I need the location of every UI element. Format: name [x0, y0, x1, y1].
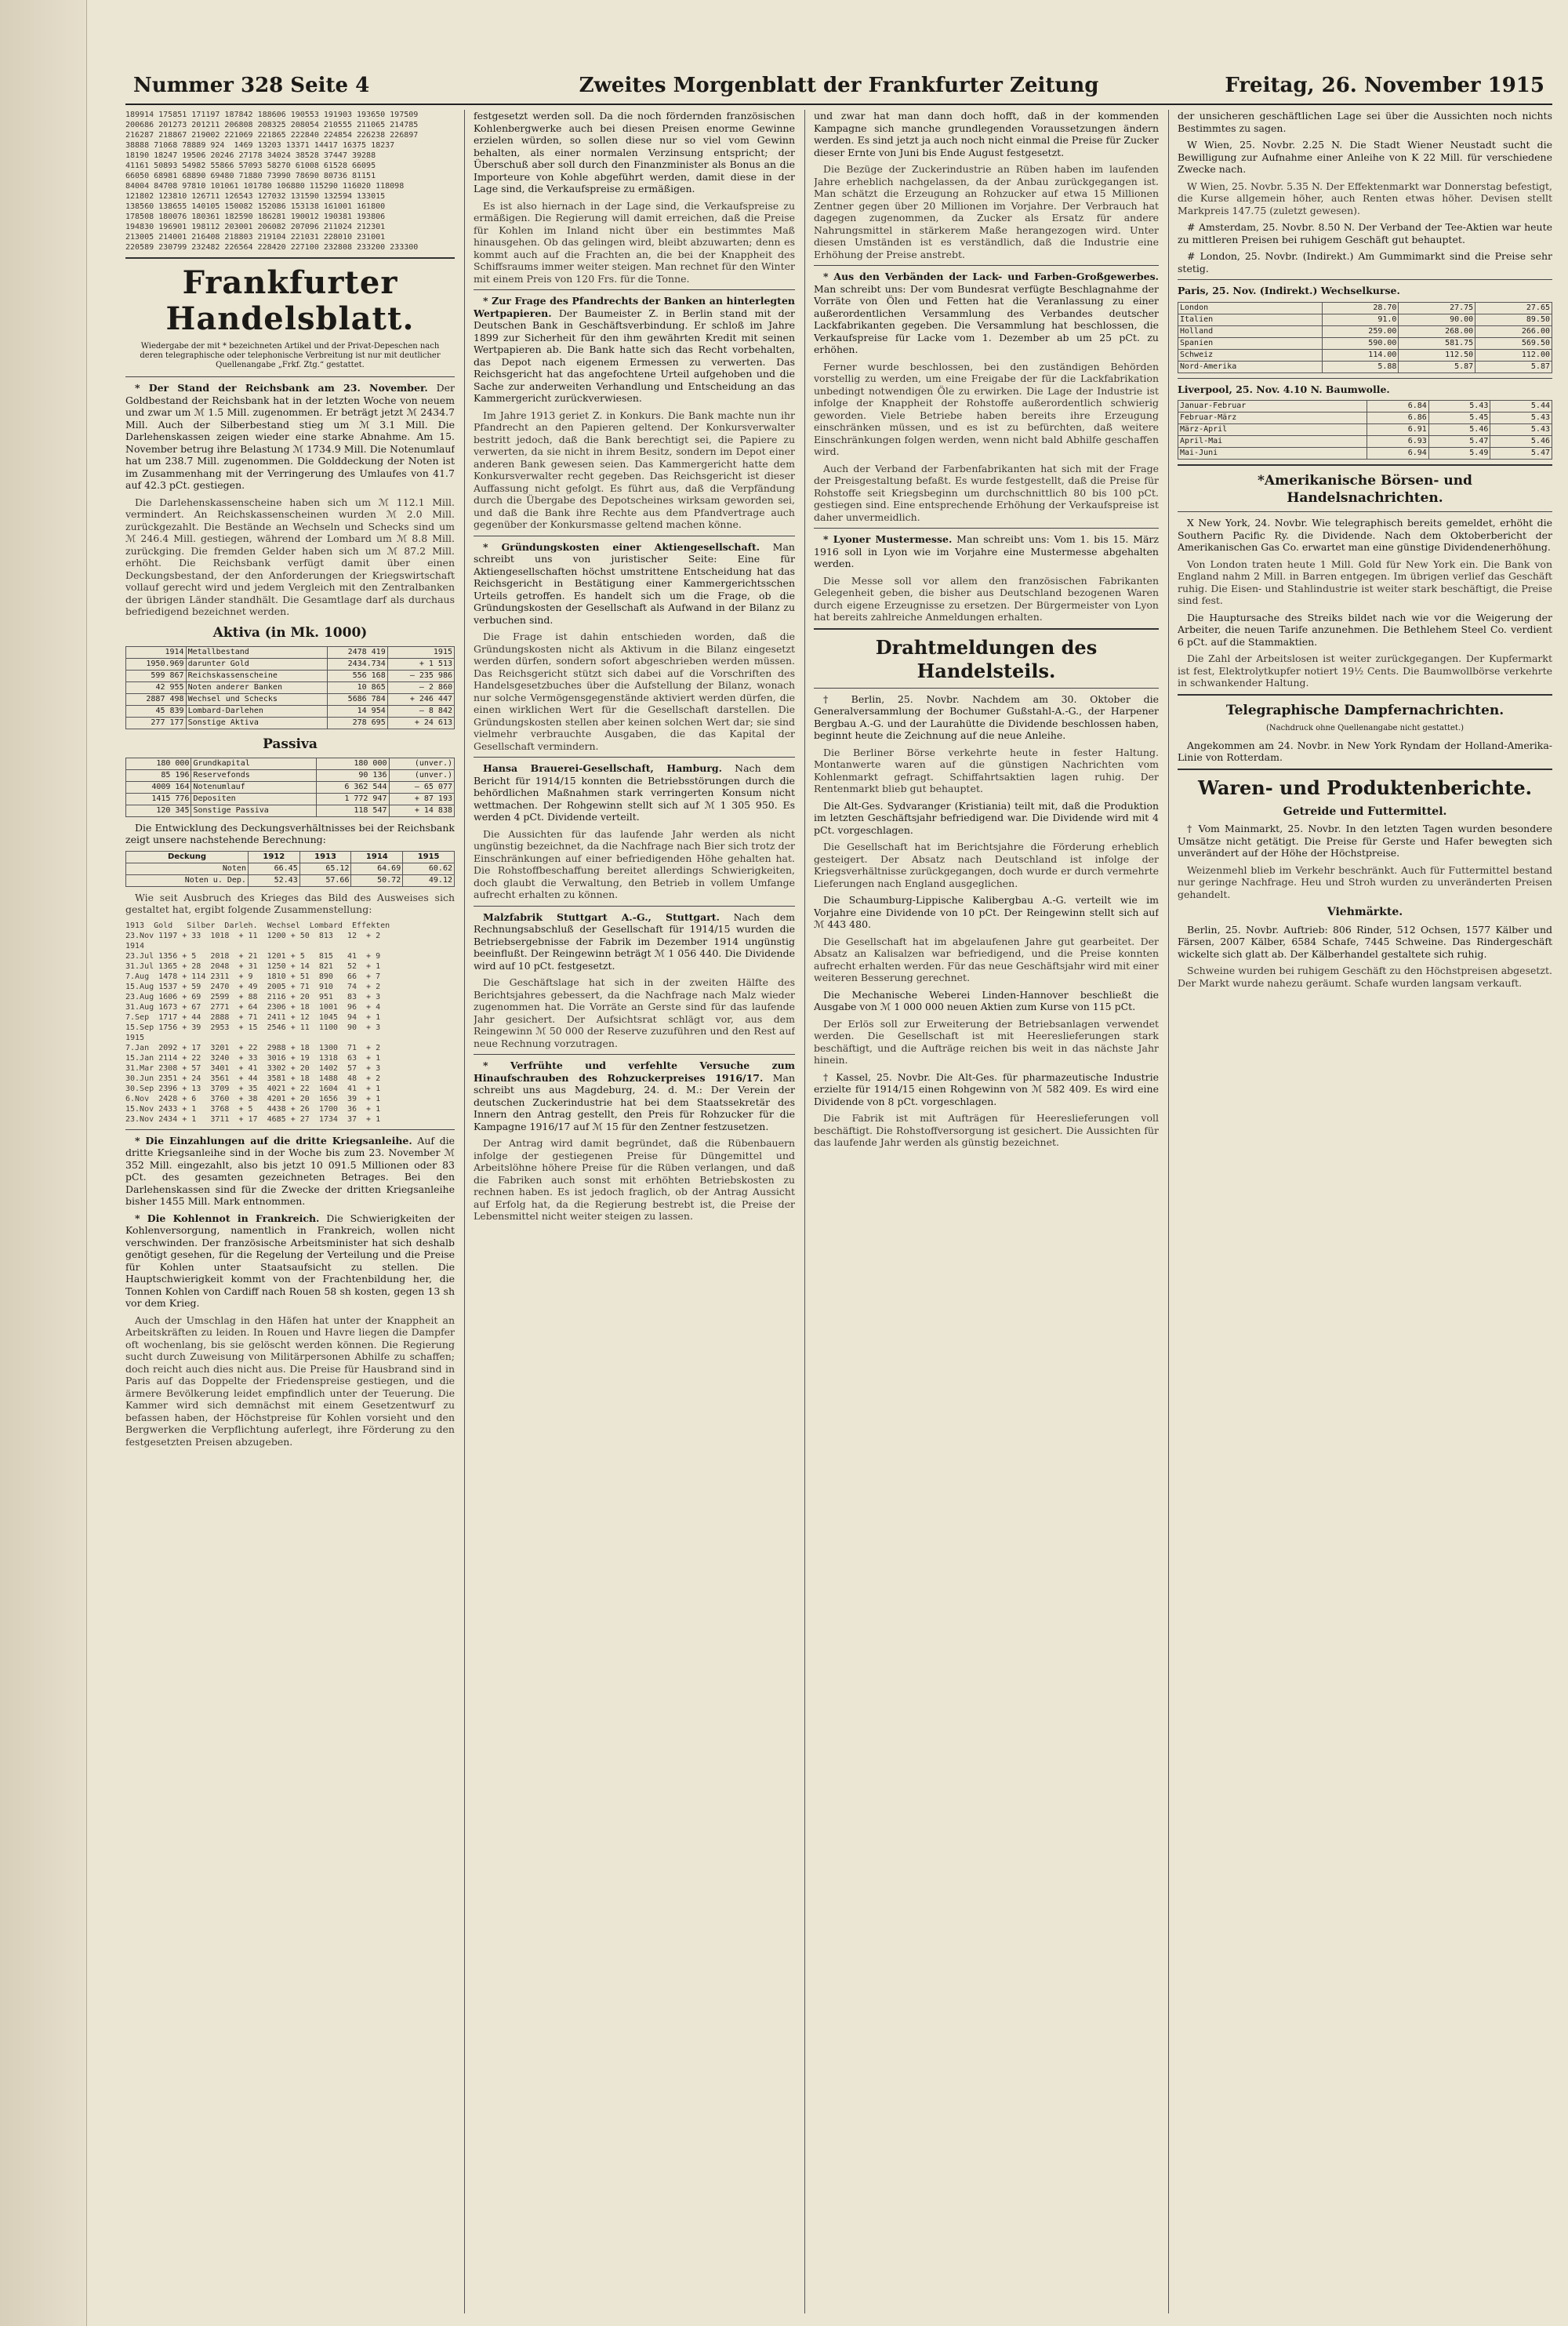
- article-heading: * Verfrühte und verfehlte Versuche zum Hinaufschrauben des Rohzuckerpreises 1916/17.: [474, 1059, 795, 1084]
- article-text: der unsicheren geschäftlichen Lage sei über die Aussichten noch nichts Bestimmtes zu sagen.: [1178, 110, 1552, 134]
- table-row: [126, 781, 455, 793]
- article-heading: * Die Einzahlungen auf die dritte Kriegsanleihe.: [135, 1134, 412, 1147]
- table-row: [126, 758, 455, 769]
- table-cell: Reservefonds: [191, 769, 316, 781]
- table-cell: 599 867: [126, 670, 187, 681]
- article-text: Man schreibt uns aus Magdeburg, 24. d. M.: Der Verein der deutschen Zuckerindustrie hat bei dem Staatssekretär des Innern den Antrag gestellt, den Preis für Rohzucker für die Kampagne 1916/17 auf ℳ 15 für den Zentner festzusetzen.: [474, 1071, 795, 1132]
- table-cell: 89.50: [1475, 314, 1552, 325]
- subsection-title: Getreide und Futtermittel.: [1283, 805, 1447, 818]
- article-text: † Vom Mainmarkt, 25. Novbr. In den letzten Tagen wurden besondere Umsätze nicht getätigt. Die Preise für Gerste und Hafer bewegten sich unverändert auf der Höhe der Höchstpreise.: [1178, 823, 1552, 859]
- article-text: Man schreibt uns: Vom 1. bis 15. März 1916 soll in Lyon wie im Vorjahre eine Mustermesse abgehalten werden.: [814, 533, 1159, 569]
- table-row: [1178, 314, 1552, 325]
- table-row: [126, 646, 455, 658]
- article-heading: * Die Kohlennot in Frankreich.: [135, 1212, 320, 1224]
- table-cell: 90 136: [316, 769, 389, 781]
- table-cell: 114.00: [1322, 349, 1399, 361]
- table-cell: 180 000: [126, 758, 191, 769]
- table-cell: 5.43: [1428, 401, 1490, 413]
- telegram: Die Mechanische Weberei Linden-Hannover beschließt die Ausgabe von ℳ 1 000 000 neuen Aktien zum Kurse von 115 pCt.: [814, 988, 1159, 1012]
- table-cell: Schweiz: [1178, 349, 1323, 361]
- table-cell: 259.00: [1322, 325, 1399, 337]
- table-cell: 6.84: [1367, 401, 1429, 413]
- subsection-title: Viehmärkte.: [1327, 906, 1403, 918]
- article-text: Man schreibt uns von juristischer Seite: Eine für Aktiengesellschaften höchst umstrittene Entscheidung hat das Reichsgericht in Bestätigung einer Kammergerichtsschen Urteils getroffen. Es handelt sich um die Frage, ob die Gründungskosten der Gesellschaft als Aufwand in der Bilanz zu verbuchen sind.: [474, 540, 795, 626]
- table-row: [1178, 448, 1552, 460]
- passiva-table: [125, 758, 455, 817]
- table-cell: 27.75: [1399, 302, 1475, 314]
- table-cell: 5.43: [1490, 424, 1552, 436]
- table-cell: Mai-Juni: [1178, 448, 1367, 460]
- table-cell: 91.0: [1322, 314, 1399, 325]
- table-cell: 118 547: [316, 805, 389, 816]
- table-cell: 581.75: [1399, 337, 1475, 349]
- table-cell: 120 345: [126, 805, 191, 816]
- table-cell: 6.93: [1367, 436, 1429, 448]
- telegram: Die Hauptursache des Streiks bildet nach wie vor die Weigerung der Arbeiter, die neuen Tarife anzunehmen. Die Bethlehem Steel Co. verdient 6 pCt. auf die Stammaktien.: [1178, 611, 1552, 648]
- article-heading: * Zur Frage des Pfandrechts der Banken an hinterlegten Wertpapieren.: [474, 295, 795, 319]
- table-cell: 266.00: [1475, 325, 1552, 337]
- number-table: 189914 175851 171197 187842 188606 190553 191903 193650 197509 200686 201273 201211 206808 208325 208054 210555 211065 214785 216287 218867 219002 221069 221865 222840 224854 226238 226897 38888 71068 78889 924 1469 13203 13371 14417 16375 18237 18190 18247 19506 20246 27178 34024 38528 37447 39288 41161 50893 54982 55866 57093 58270 61008 61528 66095 66050 68981 68890 69480 71880 73990 78690 80736 81151 84004 84708 97810 101061 101780 106880 115290 116020 118098 121802 123810 126711 126543 127032 131590 132594 133015 138560 138655 140105 150082 152086 153138 161001 161800 178508 180076 180361 182590 186281 190012 190381 193806 194830 196901 198112 203001 206082 207096 211024 212301 213005 214001 216408 218803 219104 221031 228010 231001 220589 230799 232482 226564 228420 227100 232808 233200 233300: [125, 111, 419, 252]
- table-cell: 27.65: [1475, 302, 1552, 314]
- table-cell: 556 168: [328, 670, 388, 681]
- table-cell: 5.46: [1428, 424, 1490, 436]
- table-cell: 180 000: [316, 758, 389, 769]
- table-cell: 1 772 947: [316, 793, 389, 805]
- section-title: Telegraphische Dampfernachrichten.: [1225, 702, 1504, 718]
- telegram: Die Schaumburg-Lippische Kalibergbau A.-G. verteilt wie im Vorjahre eine Dividende von 10 pCt. Der Reingewinn stellt sich auf ℳ 443 480.: [814, 894, 1159, 930]
- telegram: Die Alt-Ges. Sydvaranger (Kristiania) teilt mit, daß die Produktion im letzten Geschäftsjahr befriedigend war. Die Dividende wird mit 4 pCt. vorgeschlagen.: [814, 799, 1159, 836]
- table-row: [1178, 401, 1552, 413]
- table-cell: 268.00: [1399, 325, 1475, 337]
- reprint-note: Wiedergabe der mit * bezeichneten Artikel und der Privat-Depeschen nach deren telegraphische oder telephonische Verbreitung ist nur mit deutlicher Quellenangabe „Frkf. Ztg.“ gestattet.: [140, 342, 441, 369]
- table-cell: Lombard-Darlehen: [186, 705, 328, 717]
- column-rule: [464, 110, 465, 2313]
- masthead: Zweites Morgenblatt der Frankfurter Zeitung: [579, 74, 1099, 97]
- deckung-table: Deckung 1912 1913 1914 1915 Noten 66.45 65.12 64.69 60.62 Noten u. Dep. 52.43 57.66 50.72 49.12: [125, 851, 455, 887]
- table-cell: 278 695: [328, 717, 388, 729]
- column-1: 189914 175851 171197 187842 188606 190553 191903 193650 197509 200686 201273 201211 206808 208325 208054 210555 211065 214785 216287 218867 219002 221069 221865 222840 224854 226238 226897 38888 71068 78889 924 1469 13203 13371 14417 16375 18237 18190 18247 19506 20246 27178 34024 38528 37447 39288 41161 50893 54982 55866 57093 58270 61008 61528 66095 66050 68981 68890 69480 71880 73990 78690 80736 81151 84004 84708 97810 101061 101780 106880 115290 116020 118098 121802 123810 126711 126543 127032 131590 132594 133015 138560 138655 140105 150082 152086 153138 161001 161800 178508 180076 180361 182590 186281 190012 190381 193806 194830 196901 198112 203001 206082 207096 211024 212301 213005 214001 216408 218803 219104 221031 228010 231001 220589 230799 232482 226564 228420 227100 232808 233200 233300 Frankfurter Handelsblatt. Wiedergabe der mit * bezeichneten Artikel und der Privat-Depeschen nach deren telegraphische oder telephonische Verbreitung ist nur mit deutlicher Quellenangabe „Frkf. Ztg.“ gestattet. * Der Stand der Reichsbank am 23. November. Der Goldbestand der Reichsbank hat in der letzten Woche von neuem und zwar um ℳ 1.5 Mill. zugenommen. Er beträgt jetzt ℳ 2434.7 Mill. Auch der Silberbestand stieg um ℳ 3.1 Mill. Die Darlehenskassen zeigen wieder eine starke Abnahme. Am 15. November betrug ihre Belastung ℳ 1734.9 Mill. Die Notenumlauf hat um 238.7 Mill. zugenommen. Die Golddeckung der Noten ist im Zusammenhang mit der Verringerung des Umlaufes von 41.7 auf 42.3 pCt. gestiegen. Die Darlehenskassenscheine haben sich um ℳ 112.1 Mill. vermindert. An Reichskassenscheinen wurden ℳ 2.0 Mill. zurückgezahlt. Die Bestände an Wechseln und Schecks sind um ℳ 246.4 Mill. gestiegen, während der Lombard um ℳ 8.8 Mill. zurückging. Die fremden Gelder haben sich um ℳ 87.2 Mill. erhöht. Die Reichsbank verfügt damit über einen Deckungsbestand, der den Anforderungen der Kriegswirtschaft vollauf gerecht wird und jedem Vergleich mit den Zentralbanken der übrigen Länder standhält. Die Gesamtlage darf als durchaus befriedigend bezeichnet werden. Aktiva (in Mk. 1000) 1914 Metallbestand 2478 419 1915 1950.969 darunter Gold 2434.734 + 1 513 599 867 Reichskassenscheine 556 168 — 235 986 42 955 Noten anderer Banken 10 865 — 2 860 2887 498 Wechsel und Schecks 5686 784 + 246 447 45 839 Lombard-Darlehen 14 954 — 8 842 277 177 Sonstige Aktiva 278 695 + 24 613 Passiva 180 000 Grundkapital 180 000 (unver.) 85 196 Reservefonds 90 136 (unver.) 4009 164 Notenumlauf 6 362 544 — 65 077 1415 776 Depositen 1 772 947 + 87 193 120 345 Sonstige Passiva 118 547 + 14 838 Die Entwicklung des Deckungsverhältnisses bei der Reichsbank zeigt unsere nachstehende Berechnung: Deckung 1912 1913 1914 1915 Noten 66.45 65.12 64.69 60.62 Noten u. Dep. 52.43 57.66 50.72 49.12 Wie seit Ausbruch des Krieges das Bild des Ausweises sich gestaltet hat, ergibt folgende Zusammenstellung: 1913 Gold Silber Darleh. Wechsel Lombard Effekten 23.Nov 1197 + 33 1018 + 11 1200 + 50 813 12 + 2 1914 23.Jul 1356 + 5 2018 + 21 1201 + 5 815 41 + 9 31.Jul 1365 + 28 2048 + 31 1250 + 14 821 52 + 1 7.Aug 1478 + 114 2311 + 9 1810 + 51 890 66 + 7 15.Aug 1537 + 59 2470 + 49 2005 + 71 910 74 + 2 23.Aug 1606 + 69 2599 + 88 2116 + 20 951 83 + 3 31.Aug 1673 + 67 2771 + 64 2306 + 18 1001 96 + 4 7.Sep 1717 + 44 2888 + 71 2411 + 12 1045 94 + 1 15.Sep 1756 + 39 2953 + 15 2546 + 11 1100 90 + 3 1915 7.Jan 2092 + 17 3201 + 22 2988 + 18 1300 71 + 2 15.Jan 2114 + 22 3240 + 33 3016 + 19 1318 63 + 1 31.Mar 2308 + 57 3401 + 41 3302 + 20 1402 57 + 3 30.Jun 2351 + 24 3561 + 44 3581 + 18 1488 48 + 2 30.Sep 2396 + 13 3709 + 35 4021 + 22 1604 41 + 1 6.Nov 2428 + 6 3760 + 38 4201 + 20 1656 39 + 1 15.Nov 2433 + 1 3768 + 5 4438 + 26 1700 36 + 1 23.Nov 2434 + 1 3711 + 17 4685 + 27 1734 37 + 1 * Die Einzahlungen auf die dritte Kriegsanleihe. Auf die dritte Kriegsanleihe sind in der Woche bis zum 23. November ℳ 352 Mill. eingezahlt, also bis jetzt 10 091.5 Millionen oder 83 pCt. des gesamten gezeichneten Betrages. Bei den Darlehenskassen sind für die Zwecke der dritten Kriegsanleihe bisher 1455 Mill. Mark entnommen. * Die Kohlennot in Frankreich. Die Schwierigkeiten der Kohlenversorgung, namentlich in Frankreich, wollen nicht verschwinden. Der französische Arbeitsminister hat sich deshalb genötigt gesehen, für die Regelung der Verteilung und die Preise für Kohlen unter Staatsaufsicht zu stellen. Die Hauptschwierigkeit kommt von der Frachtenbildung her, die Tonnen Kohlen von Cardiff nach Rouen 58 sh kosten, gegen 13 sh vor dem Krieg. Auch der Umschlag in den Häfen hat unter der Knappheit an Arbeitskräften zu leiden. In Rouen und Havre liegen die Dampfer oft wochenlang, bis sie gelöscht werden können. Die Regierung sucht durch Zuweisung von Militärpersonen Abhilfe zu schaffen; doch reicht auch dies nicht aus. Die Preise für Hausbrand sind in Paris auf das Doppelte der Friedenspreise gestiegen, und die ärmere Bevölkerung leidet empfindlich unter der Teuerung. Die Kammer wird sich demnächst mit einem Gesetzentwurf zu befassen haben, der Höchstpreise für Kohlen vorsieht und den Bergwerken die Verpflichtung auferlegt, ihre Förderung zu den festgesetzten Preisen abzugeben.: [125, 111, 455, 1448]
- table-cell: + 24 613: [387, 717, 454, 729]
- table-cell: 14 954: [328, 705, 388, 717]
- table-cell: 112.50: [1399, 349, 1475, 361]
- table-cell: 28.70: [1322, 302, 1399, 314]
- issue-date: Freitag, 26. November 1915: [1225, 74, 1544, 97]
- telegram: † Kassel, 25. Novbr. Die Alt-Ges. für pharmazeutische Industrie erzielte für 1914/15 einen Rohgewinn von ℳ 582 409. Es wird eine Dividende von 8 pCt. vorgeschlagen.: [814, 1070, 1159, 1107]
- telegram: W Wien, 25. Novbr. 2.25 N. Die Stadt Wiener Neustadt sucht die Bewilligung zur Aufnahme einer Anleihe von K 22 Mill. für verschiedene Zwecke nach.: [1178, 139, 1552, 175]
- article-heading: Malzfabrik Stuttgart A.-G., Stuttgart.: [483, 910, 720, 923]
- table-cell: — 2 860: [387, 681, 454, 693]
- table-cell: darunter Gold: [186, 658, 328, 670]
- table-cell: 112.00: [1475, 349, 1552, 361]
- table-cell: 277 177: [126, 717, 187, 729]
- table-row: [126, 681, 455, 693]
- page-header: [125, 56, 1552, 105]
- table-cell: Grundkapital: [191, 758, 316, 769]
- table-cell: Sonstige Aktiva: [186, 717, 328, 729]
- table-cell: 6 362 544: [316, 781, 389, 793]
- article-text: festgesetzt werden soll. Da die noch fördernden französischen Kohlenbergwerke auch bei diesen Preisen enorme Gewinne erzielen würden, so sollen diese nur so viel vom Gewinn behalten, als einer normalen Verzinsung entspricht; der Überschuß aber soll durch den Finanzminister als Bonus an die Importeure von Kohle abgeführt werden, damit diese in der Lage sind, die Verkaufspreise zu ermäßigen.: [474, 110, 795, 194]
- table-cell: Spanien: [1178, 337, 1323, 349]
- table-cell: 5.43: [1490, 413, 1552, 424]
- table-cell: 1415 776: [126, 793, 191, 805]
- table-cell: Depositen: [191, 793, 316, 805]
- table-cell: März-April: [1178, 424, 1367, 436]
- table-cell: Holland: [1178, 325, 1323, 337]
- table-cell: + 87 193: [389, 793, 455, 805]
- table-row: [1178, 436, 1552, 448]
- table-cell: 42 955: [126, 681, 187, 693]
- article-text: Nach dem Rechnungsabschluß der Gesellschaft für 1914/15 wurden die Betriebsergebnisse der Fabrik im Dezember 1914 ungünstig beeinflußt. Der Reingewinn beträgt ℳ 1 056 440. Die Dividende wird auf 10 pCt. festgesetzt.: [474, 910, 795, 972]
- telegram: † Berlin, 25. Novbr. Nachdem am 30. Oktober die Generalversammlung der Bochumer Gußstahl-A.-G., der Harpener Bergbau A.-G. und der Laurahütte die Dividende beschlossen haben, beginnt heute die Zeichnung auf die neue Anleihe.: [814, 692, 1159, 741]
- table-cell: 6.94: [1367, 448, 1429, 460]
- table-row: [1178, 349, 1552, 361]
- table-cell: 5.45: [1428, 413, 1490, 424]
- table-row: [1178, 325, 1552, 337]
- table-cell: 5.46: [1490, 436, 1552, 448]
- table-cell: 5.87: [1399, 361, 1475, 373]
- table-cell: 6.91: [1367, 424, 1429, 436]
- table-row: [126, 805, 455, 816]
- table-row: [126, 769, 455, 781]
- table-cell: — 235 986: [387, 670, 454, 681]
- table-cell: 5.49: [1428, 448, 1490, 460]
- table-title: Paris, 25. Nov. (Indirekt.) Wechselkurse.: [1178, 285, 1400, 296]
- table-cell: 85 196: [126, 769, 191, 781]
- table-title: Liverpool, 25. Nov. 4.10 N. Baumwolle.: [1178, 383, 1390, 395]
- table-cell: 569.50: [1475, 337, 1552, 349]
- table-row: [126, 670, 455, 681]
- table-cell: 5.87: [1475, 361, 1552, 373]
- table-cell: Sonstige Passiva: [191, 805, 316, 816]
- table-row: [1178, 302, 1552, 314]
- table-cell: 4009 164: [126, 781, 191, 793]
- table-cell: Januar-Februar: [1178, 401, 1367, 413]
- article-text: Der Baumeister Z. in Berlin stand mit der Deutschen Bank in Geschäftsverbindung. Er schloß im Jahre 1899 zur Sicherheit für den ihm gewährten Kredit mit seinen Wertpapieren ab. Die Bank hatte sich das Recht vorbehalten, das Depot nach eigenem Ermessen zu verwerten. Das Reichsgericht hat das angefochtene Urteil aufgehoben und die Sache zur anderweiten Verhandlung und Entscheidung an das Kammergericht zurückverwiesen.: [474, 307, 795, 404]
- article-heading: * Aus den Verbänden der Lack- und Farben-Großgewerbes.: [823, 271, 1159, 282]
- column-rule: [804, 110, 805, 2313]
- telegram: # Amsterdam, 25. Novbr. 8.50 N. Der Verband der Tee-Aktien war heute zu mittleren Preisen bei ruhigem Geschäft gut behauptet.: [1178, 221, 1552, 245]
- table-row: [1178, 413, 1552, 424]
- table-title: Aktiva (in Mk. 1000): [212, 624, 368, 641]
- table-cell: Notenumlauf: [191, 781, 316, 793]
- fx-table: [1178, 302, 1552, 373]
- table-cell: Nord-Amerika: [1178, 361, 1323, 373]
- table-row: [126, 793, 455, 805]
- table-cell: 5.88: [1322, 361, 1399, 373]
- section-title: Drahtmeldungen des Handelsteils.: [875, 635, 1098, 682]
- table-cell: Februar-März: [1178, 413, 1367, 424]
- section-title: Waren- und Produktenberichte.: [1197, 776, 1533, 799]
- table-cell: 6.86: [1367, 413, 1429, 424]
- table-cell: — 8 842: [387, 705, 454, 717]
- table-cell: 5686 784: [328, 693, 388, 705]
- table-cell: 2887 498: [126, 693, 187, 705]
- table-cell: 1915: [387, 646, 454, 658]
- table-cell: 5.47: [1428, 436, 1490, 448]
- cotton-table: [1178, 400, 1552, 460]
- table-cell: 10 865: [328, 681, 388, 693]
- article-text: Man schreibt uns: Der vom Bundesrat verfügte Beschlagnahme der Vorräte von Ölen und Fetten hat die Veranlassung zu einer außerordentlichen Versammlung des Verbandes deutscher Lackfabrikanten gegeben. Die Versammlung hat beschlossen, die Verkaufspreise für Lacke vom 1. Dezember ab um 25 pCt. zu erhöhen.: [814, 282, 1159, 355]
- table-cell: 5.44: [1490, 401, 1552, 413]
- table-cell: 1950.969: [126, 658, 187, 670]
- table-cell: + 246 447: [387, 693, 454, 705]
- table-cell: Noten anderer Banken: [186, 681, 328, 693]
- article-heading: Hansa Brauerei-Gesellschaft, Hamburg.: [483, 762, 723, 774]
- table-cell: 90.00: [1399, 314, 1475, 325]
- table-cell: 45 839: [126, 705, 187, 717]
- column-2: festgesetzt werden soll. Da die noch fördernden französischen Kohlenbergwerke auch bei diesen Preisen enorme Gewinne erzielen würden, so sollen diese nur so viel vom Gewinn behalten, als einer normalen Verzinsung entspricht; der Überschuß aber soll durch den Finanzminister als Bonus an die Importeure von Kohle abgeführt werden, damit diese in der Lage sind, die Verkaufspreise zu ermäßigen. Es ist also hiernach in der Lage sind, die Verkaufspreise zu ermäßigen. Die Regierung will damit erreichen, daß die Preise für Kohlen im Inland nicht über ein bestimmtes Maß hinausgehen. Ob das gelingen wird, bleibt abzuwarten; denn es kommt auch auf die Frachten an, die bei der Knappheit des Schiffsraums immer weiter steigen. Man rechnet für den Winter mit einem Preis von 120 Frs. für die Tonne. * Zur Frage des Pfandrechts der Banken an hinterlegten Wertpapieren. Der Baumeister Z. in Berlin stand mit der Deutschen Bank in Geschäftsverbindung. Er schloß im Jahre 1899 zur Sicherheit für den ihm gewährten Kredit mit seinen Wertpapieren ab. Die Bank hatte sich das Recht vorbehalten, das Depot nach eigenem Ermessen zu verwerten. Das Reichsgericht hat das angefochtene Urteil aufgehoben und die Sache zur anderweiten Verhandlung und Entscheidung an das Kammergericht zurückverwiesen. Im Jahre 1913 geriet Z. in Konkurs. Die Bank machte nun ihr Pfandrecht an den Papieren geltend. Der Konkursverwalter bestritt jedoch, daß die Bank berechtigt sei, die Papiere zu verwerten, da sie nicht in ihrem Besitz, sondern im Depot einer anderen Bank gewesen seien. Das Kammergericht hatte dem Konkursverwalter recht gegeben. Das Reichsgericht ist dieser Auffassung nicht gefolgt. Es führt aus, daß die Verpfändung durch die Übergabe des Depotscheines wirksam geworden sei, und daß die Bank ihre Rechte aus dem Pfandvertrage auch gegenüber der Konkursmasse geltend machen könne. * Gründungskosten einer Aktiengesellschaft. Man schreibt uns von juristischer Seite: Eine für Aktiengesellschaften höchst umstrittene Entscheidung hat das Reichsgericht in Bestätigung einer Kammergerichtsschen Urteils getroffen. Es handelt sich um die Frage, ob die Gründungskosten der Gesellschaft als Aufwand in der Bilanz zu verbuchen sind. Die Frage ist dahin entschieden worden, daß die Gründungskosten nicht als Aktivum in die Bilanz eingesetzt werden dürfen, sondern sofort abgeschrieben werden müssen. Das Reichsgericht stützt sich dabei auf die Vorschriften des Handelsgesetzbuches über die Aufstellung der Bilanz, wonach nur solche Vermögensgegenstände aktiviert werden dürfen, die einen wirklichen Wert für die Gesellschaft darstellen. Die Gründungskosten stellen aber keinen solchen Wert dar; sie sind vielmehr verbrauchte Ausgaben, die das Kapital der Gesellschaft vermindern. Hansa Brauerei-Gesellschaft, Hamburg. Nach dem Bericht für 1914/15 konnten die Betriebsstörungen durch die behördlichen Maßnahmen stark verringerten Konsum nicht wettmachen. Der Rohgewinn stellt sich auf ℳ 1 305 950. Es werden 4 pCt. Dividende verteilt. Die Aussichten für das laufende Jahr werden als nicht ungünstig bezeichnet, da die Nachfrage nach Bier sich trotz der Einschränkungen auf einer befriedigenden Höhe gehalten hat. Die Rohstoffbeschaffung bereitet allerdings Schwierigkeiten, doch glaubt die Verwaltung, den Betrieb in vollem Umfange aufrecht erhalten zu können. Malzfabrik Stuttgart A.-G., Stuttgart. Nach dem Rechnungsabschluß der Gesellschaft für 1914/15 wurden die Betriebsergebnisse der Fabrik im Dezember 1914 ungünstig beeinflußt. Der Reingewinn beträgt ℳ 1 056 440. Die Dividende wird auf 10 pCt. festgesetzt. Die Geschäftslage hat sich in der zweiten Hälfte des Berichtsjahres gebessert, da die Nachfrage nach Malz wieder zugenommen hat. Die Vorräte an Gerste sind für das laufende Jahr gesichert. Der Aufsichtsrat schlägt vor, aus dem Reingewinn ℳ 50 000 der Reserve zuzuführen und den Rest auf neue Rechnung vorzutragen. * Verfrühte und verfehlte Versuche zum Hinaufschrauben des Rohzuckerpreises 1916/17. Man schreibt uns aus Magdeburg, 24. d. M.: Der Verein der deutschen Zuckerindustrie hat bei dem Staatssekretär des Innern den Antrag gestellt, den Preis für Rohzucker für die Kampagne 1916/17 auf ℳ 15 für den Zentner festzusetzen. Der Antrag wird damit begründet, daß die Rübenbauern infolge der gestiegenen Preise für Düngemittel und Arbeitslöhne höhere Preise für die Rüben verlangen, und daß die Fabriken auch sonst mit erhöhten Betriebskosten zu rechnen haben. Es ist jedoch fraglich, ob der Antrag Aussicht auf Erfolg hat, da die Regierung bestrebt ist, die Preise der Lebensmittel nicht weiter steigen zu lassen.: [474, 110, 795, 1222]
- section-title: *Amerikanische Börsen- und Handelsnachrichten.: [1258, 473, 1472, 506]
- telegram: X New York, 24. Novbr. Wie telegraphisch bereits gemeldet, erhöht die Southern Pacific Ry. die Dividende. Nach dem Oktoberbericht der Amerikanischen Gas Co. erwartet man eine günstige Dividendenerhöhung.: [1178, 517, 1552, 553]
- table-cell: 5.47: [1490, 448, 1552, 460]
- ausweis-table: 1913 Gold Silber Darleh. Wechsel Lombard Effekten 23.Nov 1197 + 33 1018 + 11 1200 + 50 813 12 + 2 1914 23.Jul 1356 + 5 2018 + 21 1201 + 5 815 41 + 9 31.Jul 1365 + 28 2048 + 31 1250 + 14 821 52 + 1 7.Aug 1478 + 114 2311 + 9 1810 + 51 890 66 + 7 15.Aug 1537 + 59 2470 + 49 2005 + 71 910 74 + 2 23.Aug 1606 + 69 2599 + 88 2116 + 20 951 83 + 3 31.Aug 1673 + 67 2771 + 64 2306 + 18 1001 96 + 4 7.Sep 1717 + 44 2888 + 71 2411 + 12 1045 94 + 1 15.Sep 1756 + 39 2953 + 15 2546 + 11 1100 90 + 3 1915 7.Jan 2092 + 17 3201 + 22 2988 + 18 1300 71 + 2 15.Jan 2114 + 22 3240 + 33 3016 + 19 1318 63 + 1 31.Mar 2308 + 57 3401 + 41 3302 + 20 1402 57 + 3 30.Jun 2351 + 24 3561 + 44 3581 + 18 1488 48 + 2 30.Sep 2396 + 13 3709 + 35 4021 + 22 1604 41 + 1 6.Nov 2428 + 6 3760 + 38 4201 + 20 1656 39 + 1 15.Nov 2433 + 1 3768 + 5 4438 + 26 1700 36 + 1 23.Nov 2434 + 1 3711 + 17 4685 + 27 1734 37 + 1: [125, 921, 390, 1124]
- table-cell: (unver.): [389, 758, 455, 769]
- table-cell: 2434.734: [328, 658, 388, 670]
- article-text: Der Goldbestand der Reichsbank hat in der letzten Woche von neuem und zwar um ℳ 1.5 Mill. zugenommen. Er beträgt jetzt ℳ 2434.7 Mill. Auch der Silberbestand stieg um ℳ 3.1 Mill. Die Darlehenskassen zeigen wieder eine starke Abnahme. Am 15. November betrug ihre Belastung ℳ 1734.9 Mill. Die Notenumlauf hat um 238.7 Mill. zugenommen. Die Golddeckung der Noten ist im Zusammenhang mit der Verringerung des Umlaufes von 41.7 auf 42.3 pCt. gestiegen.: [125, 382, 455, 491]
- article-text: Berlin, 25. Novbr. Auftrieb: 806 Rinder, 512 Ochsen, 1577 Kälber und Färsen, 2007 Kälber, 6584 Schafe, 7445 Schweine. Das Rindergeschäft wickelte sich glatt ab. Der Kälberhandel gestaltete sich ruhig.: [1178, 923, 1552, 960]
- table-cell: + 14 838: [389, 805, 455, 816]
- article-text: Die Entwicklung des Deckungsverhältnisses bei der Reichsbank zeigt unsere nachstehende Berechnung:: [125, 821, 455, 845]
- table-cell: Reichskassenscheine: [186, 670, 328, 681]
- table-title: Passiva: [263, 736, 318, 752]
- aktiva-table: [125, 646, 455, 729]
- table-cell: 2478 419: [328, 646, 388, 658]
- article-text: Angekommen am 24. Novbr. in New York Ryndam der Holland-Amerika-Linie von Rotterdam.: [1178, 739, 1552, 763]
- section-title: Frankfurter Handelsblatt.: [165, 264, 415, 337]
- table-row: [126, 705, 455, 717]
- binding-gutter: [0, 0, 87, 2326]
- reprint-note: (Nachdruck ohne Quellenangabe nicht gestattet.): [1265, 723, 1465, 732]
- table-row: [1178, 361, 1552, 373]
- table-cell: London: [1178, 302, 1323, 314]
- article-text: Auf die dritte Kriegsanleihe sind in der Woche bis zum 23. November ℳ 352 Mill. eingezahlt, also bis jetzt 10 091.5 Millionen oder 83 pCt. des gesamten gezeichneten Betrages. Bei den Darlehenskassen sind für die Zwecke der dritten Kriegsanleihe bisher 1455 Mill. Mark entnommen.: [125, 1134, 455, 1207]
- table-row: [126, 717, 455, 729]
- table-cell: (unver.): [389, 769, 455, 781]
- table-row: [126, 693, 455, 705]
- article-heading: * Gründungskosten einer Aktiengesellschaft.: [483, 540, 760, 553]
- article-text: Die Schwierigkeiten der Kohlenversorgung, namentlich in Frankreich, wollen nicht verschwinden. Der französische Arbeitsminister hat sich deshalb genötigt gesehen, für die Regelung der Verteilung und die Preise für Kohlen unter Staatsaufsicht zu stellen. Die Hauptschwierigkeit kommt von der Frachtenbildung her, die Tonnen Kohlen von Cardiff nach Rouen 58 sh kosten, gegen 13 sh vor dem Krieg.: [125, 1212, 455, 1309]
- table-cell: + 1 513: [387, 658, 454, 670]
- table-cell: 590.00: [1322, 337, 1399, 349]
- table-cell: Wechsel und Schecks: [186, 693, 328, 705]
- table-cell: 1914: [126, 646, 187, 658]
- table-cell: Italien: [1178, 314, 1323, 325]
- article-heading: * Der Stand der Reichsbank am 23. November.: [135, 382, 428, 394]
- article-text: und zwar hat man dann doch hofft, daß in der kommenden Kampagne sich manche grundlegenden Voraussetzungen ändern werden. Es sind jetzt ja auch noch nicht einmal die Preise für Zucker dieser Ernte von Juni bis Ende August festgesetzt.: [814, 110, 1159, 158]
- table-cell: April-Mai: [1178, 436, 1367, 448]
- column-3: und zwar hat man dann doch hofft, daß in der kommenden Kampagne sich manche grundlegenden Voraussetzungen ändern werden. Es sind jetzt ja auch noch nicht einmal die Preise für Zucker dieser Ernte von Juni bis Ende August festgesetzt. Die Bezüge der Zuckerindustrie an Rüben haben im laufenden Jahre erheblich nachgelassen, da der Anbau zurückgegangen ist. Man schätzt die Erzeugung an Rohzucker auf etwa 15 Millionen Zentner gegen über 20 Millionen im Vorjahre. Der Verbrauch hat dagegen zugenommen, da Zucker als Ersatz für andere Nahrungsmittel in stärkerem Maße herangezogen wird. Unter diesen Umständen ist es verständlich, daß die Industrie eine Erhöhung der Preise anstrebt. * Aus den Verbänden der Lack- und Farben-Großgewerbes. Man schreibt uns: Der vom Bundesrat verfügte Beschlagnahme der Vorräte von Ölen und Fetten hat die Veranlassung zu einer außerordentlichen Versammlung des Verbandes deutscher Lackfabrikanten gegeben. Die Versammlung hat beschlossen, die Verkaufspreise für Lacke vom 1. Dezember ab um 25 pCt. zu erhöhen. Ferner wurde beschlossen, bei den zuständigen Behörden vorstellig zu werden, um eine Freigabe der für die Lackfabrikation unbedingt notwendigen Öle zu erwirken. Die Lage der Industrie ist infolge der Knappheit der Rohstoffe außerordentlich schwierig geworden. Viele Betriebe haben bereits ihre Erzeugung einschränken müssen, und es ist zu befürchten, daß weitere Einschränkungen folgen werden, wenn nicht bald Abhilfe geschaffen wird. Auch der Verband der Farbenfabrikanten hat sich mit der Frage der Preisgestaltung befaßt. Es wurde festgestellt, daß die Preise für Rohstoffe seit Kriegsbeginn um durchschnittlich 80 bis 100 pCt. gestiegen sind. Eine entsprechende Erhöhung der Verkaufspreise ist daher unvermeidlich. * Lyoner Mustermesse. Man schreibt uns: Vom 1. bis 15. März 1916 soll in Lyon wie im Vorjahre eine Mustermesse abgehalten werden. Die Messe soll vor allem den französischen Fabrikanten Gelegenheit geben, die bisher aus Deutschland bezogenen Waren durch eigene Erzeugnisse zu ersetzen. Der Bürgermeister von Lyon hat bereits zahlreiche Anmeldungen erhalten. Drahtmeldungen des Handelsteils. † Berlin, 25. Novbr. Nachdem am 30. Oktober die Generalversammlung der Bochumer Gußstahl-A.-G., der Harpener Bergbau A.-G. und der Laurahütte die Dividende beschlossen haben, beginnt heute die Zeichnung auf die neue Anleihe. Die Berliner Börse verkehrte heute in fester Haltung. Montanwerte waren auf die günstigen Nachrichten vom Kohlenmarkt gefragt. Schiffahrtsaktien lagen ruhig. Der Rentenmarkt blieb gut behauptet. Die Alt-Ges. Sydvaranger (Kristiania) teilt mit, daß die Produktion im letzten Geschäftsjahr befriedigend war. Die Dividende wird mit 4 pCt. vorgeschlagen. Die Gesellschaft hat im Berichtsjahre die Förderung erheblich gesteigert. Der Absatz nach Deutschland ist infolge der Kriegsverhältnisse zurückgegangen, doch wurde er durch vermehrte Lieferungen nach England ausgeglichen. Die Schaumburg-Lippische Kalibergbau A.-G. verteilt wie im Vorjahre eine Dividende von 10 pCt. Der Reingewinn stellt sich auf ℳ 443 480. Die Gesellschaft hat im abgelaufenen Jahre gut gearbeitet. Der Absatz an Kalisalzen war befriedigend, und die Preise konnten aufrecht erhalten werden. Für das neue Geschäftsjahr wird mit einer weiteren Besserung gerechnet. Die Mechanische Weberei Linden-Hannover beschließt die Ausgabe von ℳ 1 000 000 neuen Aktien zum Kurse von 115 pCt. Der Erlös soll zur Erweiterung der Betriebsanlagen verwendet werden. Die Gesellschaft ist mit Heereslieferungen stark beschäftigt, und die Aufträge reichen bis weit in das nächste Jahr hinein. † Kassel, 25. Novbr. Die Alt-Ges. für pharmazeutische Industrie erzielte für 1914/15 einen Rohgewinn von ℳ 582 409. Es wird eine Dividende von 8 pCt. vorgeschlagen. Die Fabrik ist mit Aufträgen für Heereslieferungen voll beschäftigt. Die Rohstoffversorgung ist gesichert. Die Aussichten für das laufende Jahr werden als günstig bezeichnet.: [814, 110, 1159, 1148]
- article-text: Nach dem Bericht für 1914/15 konnten die Betriebsstörungen durch die behördlichen Maßnahmen stark verringerten Konsum nicht wettmachen. Der Rohgewinn stellt sich auf ℳ 1 305 950. Es werden 4 pCt. Dividende verteilt.: [474, 762, 795, 823]
- table-cell: — 65 077: [389, 781, 455, 793]
- column-4: der unsicheren geschäftlichen Lage sei über die Aussichten noch nichts Bestimmtes zu sagen. W Wien, 25. Novbr. 2.25 N. Die Stadt Wiener Neustadt sucht die Bewilligung zur Aufnahme einer Anleihe von K 22 Mill. für verschiedene Zwecke nach. W Wien, 25. Novbr. 5.35 N. Der Effektenmarkt war Donnerstag befestigt, die Kurse allgemein höher, auch Renten etwas höher. Devisen stellt Markpreis 147.75 (zuletzt gewesen). # Amsterdam, 25. Novbr. 8.50 N. Der Verband der Tee-Aktien war heute zu mittleren Preisen bei ruhigem Geschäft gut behauptet. # London, 25. Novbr. (Indirekt.) Am Gummimarkt sind die Preise sehr stetig. Paris, 25. Nov. (Indirekt.) Wechselkurse. London 28.70 27.75 27.65 Italien 91.0 90.00 89.50 Holland 259.00 268.00 266.00 Spanien 590.00 581.75 569.50 Schweiz 114.00 112.50 112.00 Nord-Amerika 5.88 5.87 5.87 Liverpool, 25. Nov. 4.10 N. Baumwolle. Januar-Februar 6.84 5.43 5.44 Februar-März 6.86 5.45 5.43 März-April 6.91 5.46 5.43 April-Mai 6.93 5.47 5.46 Mai-Juni 6.94 5.49 5.47 *Amerikanische Börsen- und Handelsnachrichten. X New York, 24. Novbr. Wie telegraphisch bereits gemeldet, erhöht die Southern Pacific Ry. die Dividende. Nach dem Oktoberbericht der Amerikanischen Gas Co. erwartet man eine günstige Dividendenerhöhung. Von London traten heute 1 Mill. Gold für New York ein. Die Bank von England nahm 2 Mill. in Barren entgegen. Im übrigen verlief das Geschäft ruhig. Die Eisen- und Stahlindustrie ist weiter stark beschäftigt, die Preise sind fest. Die Hauptursache des Streiks bildet nach wie vor die Weigerung der Arbeiter, die neuen Tarife anzunehmen. Die Bethlehem Steel Co. verdient 6 pCt. auf die Stammaktien. Die Zahl der Arbeitslosen ist weiter zurückgegangen. Der Kupfermarkt ist fest, Elektrolytkupfer notiert 19½ Cents. Die Baumwollbörse verkehrte in schwankender Haltung. Telegraphische Dampfernachrichten. (Nachdruck ohne Quellenangabe nicht gestattet.) Angekommen am 24. Novbr. in New York Ryndam der Holland-Amerika-Linie von Rotterdam. Waren- und Produktenberichte. Getreide und Futtermittel. † Vom Mainmarkt, 25. Novbr. In den letzten Tagen wurden besondere Umsätze nicht getätigt. Die Preise für Gerste und Hafer bewegten sich unverändert auf der Höhe der Höchstpreise. Weizenmehl blieb im Verkehr beschränkt. Auch für Futtermittel bestand nur geringe Nachfrage. Heu und Stroh wurden zu unveränderten Preisen gehandelt. Viehmärkte. Berlin, 25. Novbr. Auftrieb: 806 Rinder, 512 Ochsen, 1577 Kälber und Färsen, 2007 Kälber, 6584 Schafe, 7445 Schweine. Das Rindergeschäft wickelte sich glatt ab. Der Kälberhandel gestaltete sich ruhig. Schweine wurden bei ruhigem Geschäft zu den Höchstpreisen abgesetzt. Der Markt wurde nahezu geräumt. Schafe wurden langsam verkauft.: [1178, 110, 1552, 989]
- table-row: [1178, 424, 1552, 436]
- table-cell: Metallbestand: [186, 646, 328, 658]
- table-row: [1178, 337, 1552, 349]
- telegram: # London, 25. Novbr. (Indirekt.) Am Gummimarkt sind die Preise sehr stetig.: [1178, 250, 1552, 274]
- page-number: Nummer 328 Seite 4: [133, 74, 370, 97]
- table-row: [126, 658, 455, 670]
- article-heading: * Lyoner Mustermesse.: [823, 533, 953, 545]
- column-rule: [1168, 110, 1169, 2313]
